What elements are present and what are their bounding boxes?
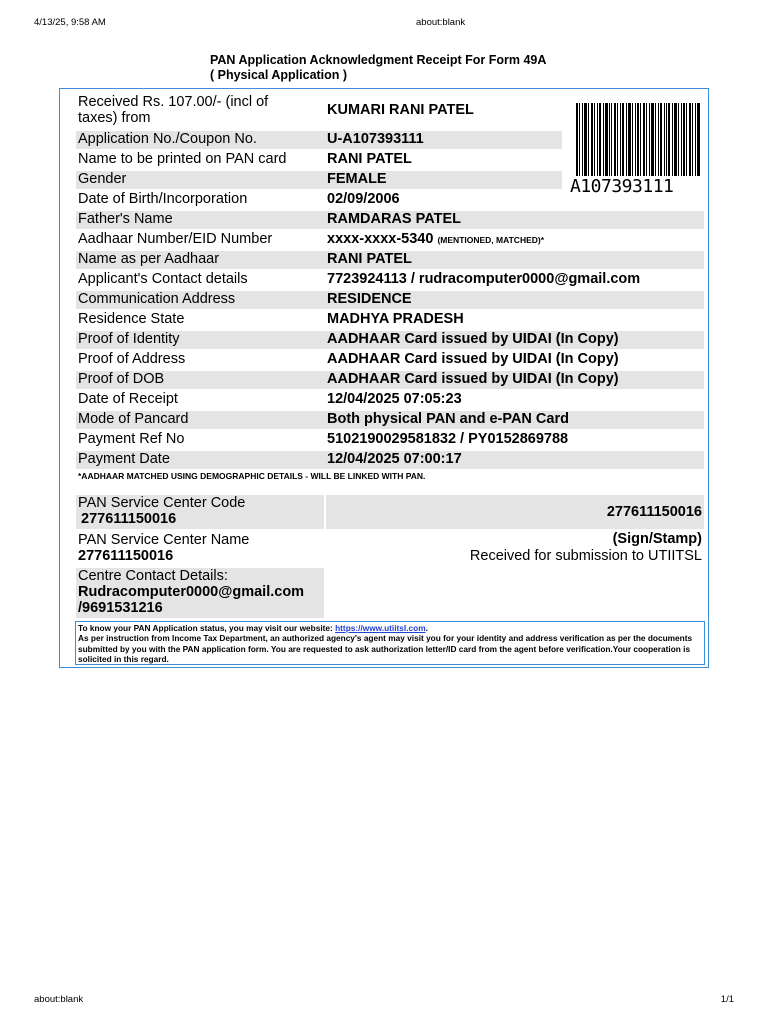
row-father-name	[76, 211, 704, 229]
contact-details-label: Applicant's Contact details	[78, 271, 248, 287]
row-date-of-receipt	[76, 391, 704, 409]
row-mode-of-pancard	[76, 411, 704, 429]
document-title-line1: PAN Application Acknowledgment Receipt For Form 49A	[210, 53, 547, 67]
centre-contact-email: Rudracomputer0000@gmail.com	[78, 584, 305, 600]
communication-address-value: RESIDENCE	[327, 291, 412, 307]
print-datetime: 4/13/25, 9:58 AM	[34, 17, 106, 28]
status-info-prefix: To know your PAN Application status, you may visit our website:	[78, 623, 336, 633]
website-link[interactable]: https://www.utiitsl.com	[335, 623, 426, 633]
row-name-as-aadhaar	[76, 251, 704, 269]
name-as-aadhaar-value: RANI PATEL	[327, 251, 412, 267]
footer-url: about:blank	[34, 994, 84, 1005]
centre-contact-label: Centre Contact Details:	[78, 568, 228, 584]
service-center-code-right-cell	[326, 495, 704, 529]
name-as-aadhaar-label: Name as per Aadhaar	[78, 251, 220, 267]
row-contact-details	[76, 271, 704, 289]
row-dob	[76, 191, 562, 209]
payment-date-label: Payment Date	[78, 451, 170, 467]
contact-details-value: 7723924113 / rudracomputer0000@gmail.com	[327, 271, 641, 287]
application-no-label: Application No./Coupon No.	[78, 131, 257, 147]
status-info-line	[78, 623, 702, 633]
date-of-receipt-label: Date of Receipt	[78, 391, 178, 407]
barcode	[570, 103, 699, 197]
residence-state-label: Residence State	[78, 311, 185, 327]
row-communication-address	[76, 291, 704, 309]
father-name-value: RAMDARAS PATEL	[327, 211, 461, 227]
barcode-text: A107393111	[570, 176, 674, 197]
mode-of-pancard-value: Both physical PAN and e-PAN Card	[327, 411, 569, 427]
aadhaar-number: xxxx-xxxx-5340	[327, 231, 434, 247]
service-center-code-cell	[76, 495, 324, 529]
row-residence-state	[76, 311, 704, 329]
date-of-receipt-value: 12/04/2025 07:05:23	[327, 391, 462, 407]
proof-address-value: AADHAAR Card issued by UIDAI (In Copy)	[327, 351, 619, 367]
row-proof-dob	[76, 371, 704, 389]
service-center-code-label: PAN Service Center Code	[78, 495, 246, 511]
payment-date-value: 12/04/2025 07:00:17	[327, 451, 462, 467]
row-proof-identity	[76, 331, 704, 349]
document-title	[210, 53, 546, 83]
print-url: about:blank	[416, 17, 466, 28]
proof-identity-value: AADHAAR Card issued by UIDAI (In Copy)	[327, 331, 619, 347]
proof-identity-label: Proof of Identity	[78, 331, 180, 347]
service-center-code-value: 277611150016	[81, 511, 177, 527]
father-name-label: Father's Name	[78, 211, 173, 227]
dob-label: Date of Birth/Incorporation	[78, 191, 248, 207]
row-proof-address	[76, 351, 704, 369]
verification-notice: As per instruction from Income Tax Department, an authorized agency's agent may visit you for your identity and address verification as per the documents submitted by you with the PAN application form. You are requested to ask authorization letter/ID card from the agent before verification.Your cooperation is solicited in this regard.	[78, 633, 693, 664]
centre-contact-cell	[76, 568, 324, 618]
received-label-line2: taxes) from	[78, 110, 151, 126]
barcode-image	[576, 103, 700, 176]
row-payment-date	[76, 451, 704, 469]
row-gender	[76, 171, 562, 189]
row-payment-ref	[76, 431, 704, 449]
row-pan-name	[76, 151, 562, 169]
aadhaar-note: *AADHAAR MATCHED USING DEMOGRAPHIC DETAILS - WILL BE LINKED WITH PAN.	[78, 471, 426, 481]
row-application-no	[76, 131, 562, 149]
payment-ref-value: 5102190029581832 / PY0152869788	[327, 431, 569, 447]
row-aadhaar-number	[76, 231, 704, 249]
application-no-value: U-A107393111	[327, 131, 424, 147]
pan-name-label: Name to be printed on PAN card	[78, 151, 287, 167]
receipt-box	[59, 88, 709, 668]
print-header	[34, 17, 734, 31]
service-center-name-cell	[76, 532, 324, 566]
service-center-name-value: 277611150016	[78, 548, 174, 564]
received-for-submission: Received for submission to UTIITSL	[469, 548, 702, 564]
print-footer	[34, 994, 734, 1008]
residence-state-value: MADHYA PRADESH	[327, 311, 464, 327]
info-box	[75, 621, 705, 665]
sign-stamp: (Sign/Stamp)	[612, 531, 702, 547]
dob-value: 02/09/2006	[327, 191, 400, 207]
service-center-code-right: 277611150016	[606, 504, 702, 520]
status-info-suffix: .	[425, 623, 428, 633]
received-label-line1: Received Rs. 107.00/- (incl of	[78, 94, 269, 110]
proof-dob-label: Proof of DOB	[78, 371, 165, 387]
payment-ref-label: Payment Ref No	[78, 431, 185, 447]
gender-label: Gender	[78, 171, 127, 187]
footer-page-number: 1/1	[720, 994, 734, 1005]
service-center-name-label: PAN Service Center Name	[78, 532, 250, 548]
gender-value: FEMALE	[327, 171, 387, 187]
proof-address-label: Proof of Address	[78, 351, 186, 367]
aadhaar-match-note: (MENTIONED, MATCHED)*	[437, 235, 545, 245]
aadhaar-number-label: Aadhaar Number/EID Number	[78, 231, 273, 247]
mode-of-pancard-label: Mode of Pancard	[78, 411, 189, 427]
aadhaar-number-value	[327, 231, 544, 248]
communication-address-label: Communication Address	[78, 291, 236, 307]
centre-contact-phone: /9691531216	[78, 600, 163, 616]
proof-dob-value: AADHAAR Card issued by UIDAI (In Copy)	[327, 371, 619, 387]
pan-name-value: RANI PATEL	[327, 151, 412, 167]
received-from-value: KUMARI RANI PATEL	[327, 102, 474, 118]
document-title-line2: ( Physical Application )	[210, 68, 348, 82]
